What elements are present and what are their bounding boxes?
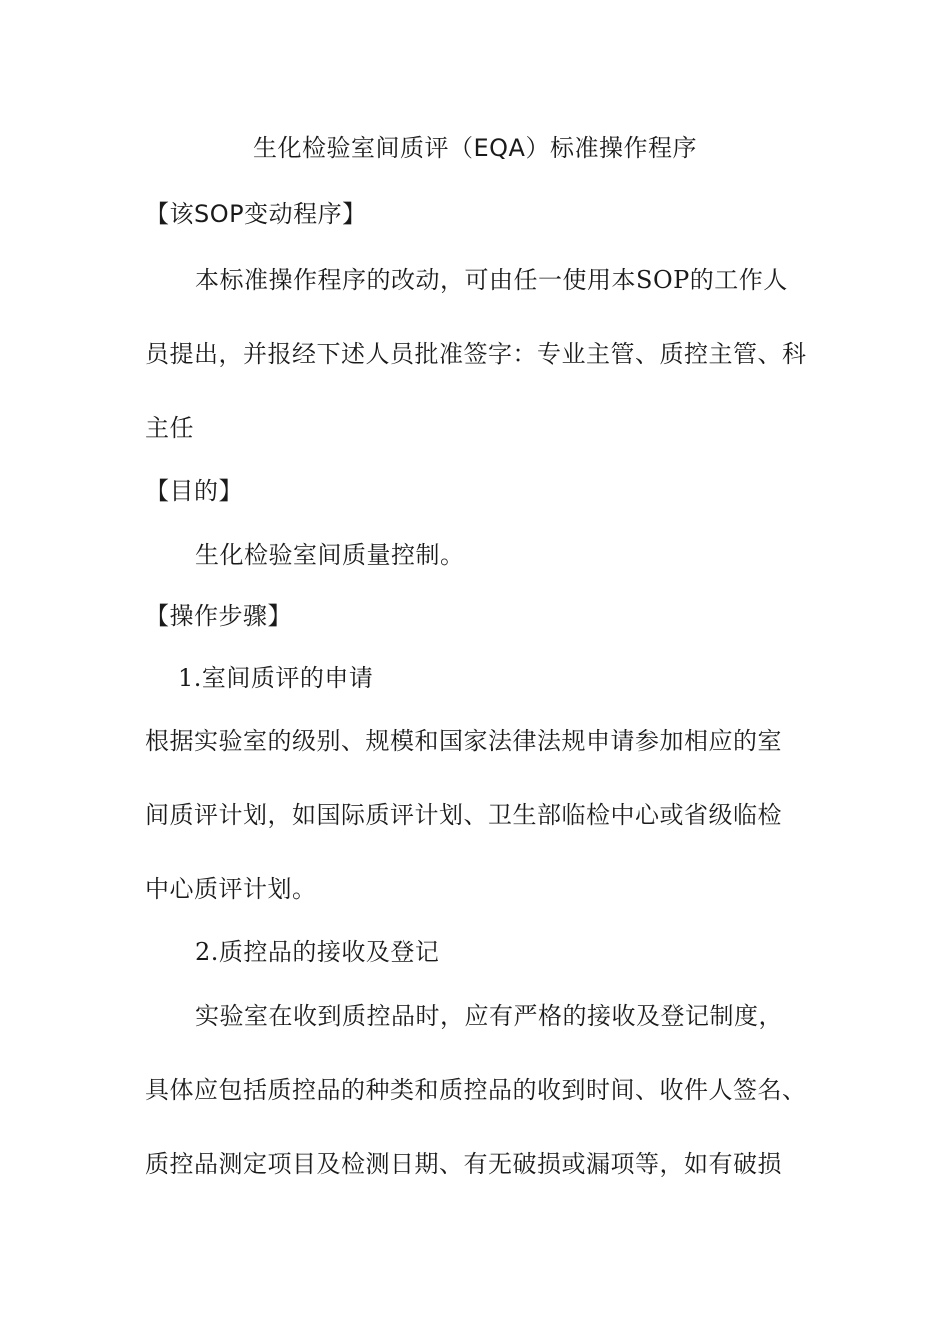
paragraph-line: 质控品测定项目及检测日期、有无破损或漏项等，如有破损: [145, 1150, 782, 1178]
section-heading-purpose: 【目的】: [145, 477, 243, 505]
step-title: 1.室间质评的申请: [178, 664, 374, 692]
paragraph-line: 中心质评计划。: [145, 875, 317, 903]
paragraph-line: 本标准操作程序的改动，可由任一使用本SOP的工作人: [195, 266, 788, 294]
paragraph-line: 具体应包括质控品的种类和质控品的收到时间、收件人签名、: [145, 1076, 807, 1104]
section-heading-change: 【该SOP变动程序】: [145, 200, 367, 228]
section-heading-steps: 【操作步骤】: [145, 602, 292, 630]
paragraph-line: 实验室在收到质控品时，应有严格的接收及登记制度，: [195, 1002, 783, 1030]
paragraph-line: 员提出，并报经下述人员批准签字：专业主管、质控主管、科: [145, 340, 807, 368]
step-title: 2.质控品的接收及登记: [195, 938, 440, 966]
paragraph-line: 主任: [145, 414, 194, 442]
document-title: 生化检验室间质评（EQA）标准操作程序: [253, 134, 697, 162]
paragraph-line: 根据实验室的级别、规模和国家法律法规申请参加相应的室: [145, 727, 782, 755]
paragraph-line: 生化检验室间质量控制。: [195, 541, 465, 569]
paragraph-line: 间质评计划，如国际质评计划、卫生部临检中心或省级临检: [145, 801, 782, 829]
